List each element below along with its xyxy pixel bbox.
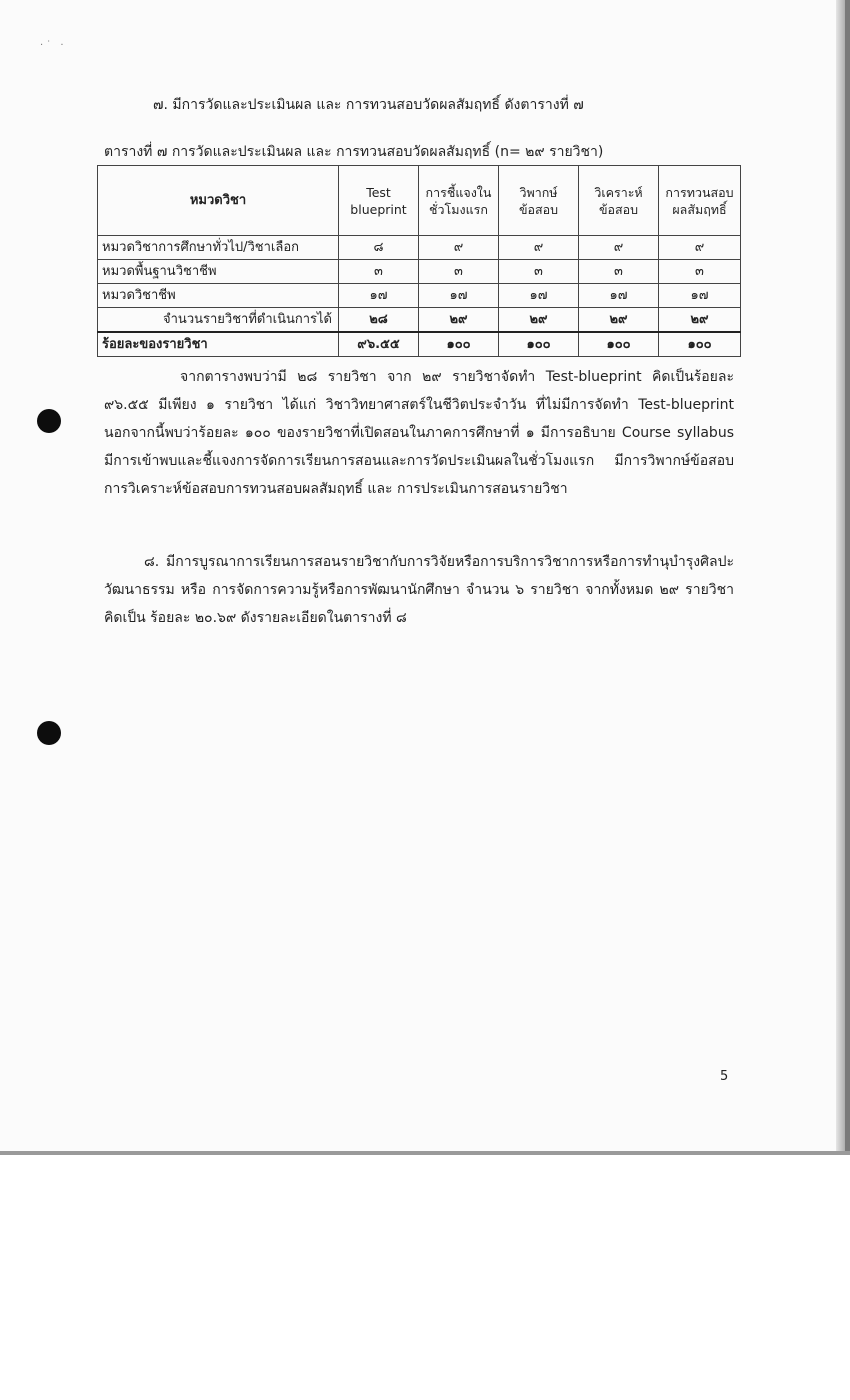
cell-value: ๙ bbox=[419, 236, 499, 260]
column-header-test-blueprint: Test blueprint bbox=[339, 166, 419, 236]
item-8-text: ๘. มีการบูรณาการเรียนการสอนรายวิชากับการวิจัยหรือการบริการวิชาการหรือการทำนุบำรุงศิลปะวัฒนาธรรม หรือ การจัดการความรู้หรือการพัฒนานักศึกษา จำนวน ๖ รายวิชา จากทั้งหมด ๒๙ รายวิชา คิดเป็น ร้อยละ ๒๐.๖๙ ดังรายละเอียดในตารางที่ ๘ bbox=[104, 554, 734, 626]
total-value: ๒๙ bbox=[659, 308, 741, 333]
cell-value: ๘ bbox=[339, 236, 419, 260]
cell-value: ๓ bbox=[659, 260, 741, 284]
scan-speck: ·˙ · bbox=[40, 40, 67, 51]
percent-value: ๑๐๐ bbox=[579, 332, 659, 357]
table-7-caption: ตารางที่ ๗ การวัดและประเมินผล และ การทวนสอบวัดผลสัมฤทธิ์ (n= ๒๙ รายวิชา) bbox=[104, 144, 604, 160]
cell-value: ๙ bbox=[499, 236, 579, 260]
cell-value: ๑๗ bbox=[419, 284, 499, 308]
cell-value: ๑๗ bbox=[339, 284, 419, 308]
total-row-label: จำนวนรายวิชาที่ดำเนินการได้ bbox=[98, 308, 339, 333]
total-row bbox=[98, 308, 741, 333]
percent-row-label: ร้อยละของรายวิชา bbox=[98, 332, 339, 357]
row-label: หมวดวิชาการศึกษาทั่วไป/วิชาเลือก bbox=[98, 236, 339, 260]
total-value: ๒๘ bbox=[339, 308, 419, 333]
table-7-summary-paragraph bbox=[104, 363, 734, 503]
cell-value: ๓ bbox=[499, 260, 579, 284]
column-header-first-hour-briefing: การชี้แจงในชั่วโมงแรก bbox=[419, 166, 499, 236]
total-value: ๒๙ bbox=[579, 308, 659, 333]
table-row bbox=[98, 260, 741, 284]
cell-value: ๑๗ bbox=[499, 284, 579, 308]
percent-value: ๑๐๐ bbox=[499, 332, 579, 357]
cell-value: ๑๗ bbox=[579, 284, 659, 308]
column-header-exam-review: วิพากษ์ข้อสอบ bbox=[499, 166, 579, 236]
column-header-achievement-verification: การทวนสอบผลสัมฤทธิ์ bbox=[659, 166, 741, 236]
total-value: ๒๙ bbox=[499, 308, 579, 333]
percent-row bbox=[98, 332, 741, 357]
category-header: หมวดวิชา bbox=[98, 166, 339, 236]
page-number: 5 bbox=[720, 1069, 729, 1084]
column-header-exam-analysis: วิเคราะห์ข้อสอบ bbox=[579, 166, 659, 236]
total-value: ๒๙ bbox=[419, 308, 499, 333]
cell-value: ๓ bbox=[419, 260, 499, 284]
item-7-heading: ๗. มีการวัดและประเมินผล และ การทวนสอบวัดผลสัมฤทธิ์ ดังตารางที่ ๗ bbox=[153, 97, 584, 113]
row-label: หมวดวิชาชีพ bbox=[98, 284, 339, 308]
percent-value: ๑๐๐ bbox=[419, 332, 499, 357]
cell-value: ๙ bbox=[659, 236, 741, 260]
percent-value: ๙๖.๕๕ bbox=[339, 332, 419, 357]
cell-value: ๓ bbox=[579, 260, 659, 284]
percent-value: ๑๐๐ bbox=[659, 332, 741, 357]
punch-hole-icon bbox=[37, 409, 61, 433]
item-8-paragraph bbox=[104, 548, 734, 632]
page-edge-shadow bbox=[845, 0, 850, 1151]
table-row bbox=[98, 284, 741, 308]
punch-hole-icon bbox=[37, 721, 61, 745]
table-row bbox=[98, 236, 741, 260]
summary-text: จากตารางพบว่ามี ๒๘ รายวิชา จาก ๒๙ รายวิชาจัดทำ Test-blueprint คิดเป็นร้อยละ ๙๖.๕๕ มีเพียง ๑ รายวิชา ได้แก่ วิชาวิทยาศาสตร์ในชีวิตประจำวัน ที่ไม่มีการจัดทำ Test-blueprint นอกจากนี้พบว่าร้อยละ ๑๐๐ ของรายวิชาที่เปิดสอนในภาคการศึกษาที่ ๑ มีการอธิบาย Course syllabus มีการเข้าพบและชี้แจงการจัดการเรียนการสอนและการวัดประเมินผลในชั่วโมงแรก มีการวิพากษ์ข้อสอบ การวิเคราะห์ข้อสอบการทวนสอบผลสัมฤทธิ์ และ การประเมินการสอนรายวิชา bbox=[104, 369, 734, 497]
table-7 bbox=[97, 165, 741, 357]
table-header-row bbox=[98, 166, 741, 236]
cell-value: ๓ bbox=[339, 260, 419, 284]
row-label: หมวดพื้นฐานวิชาชีพ bbox=[98, 260, 339, 284]
cell-value: ๙ bbox=[579, 236, 659, 260]
cell-value: ๑๗ bbox=[659, 284, 741, 308]
